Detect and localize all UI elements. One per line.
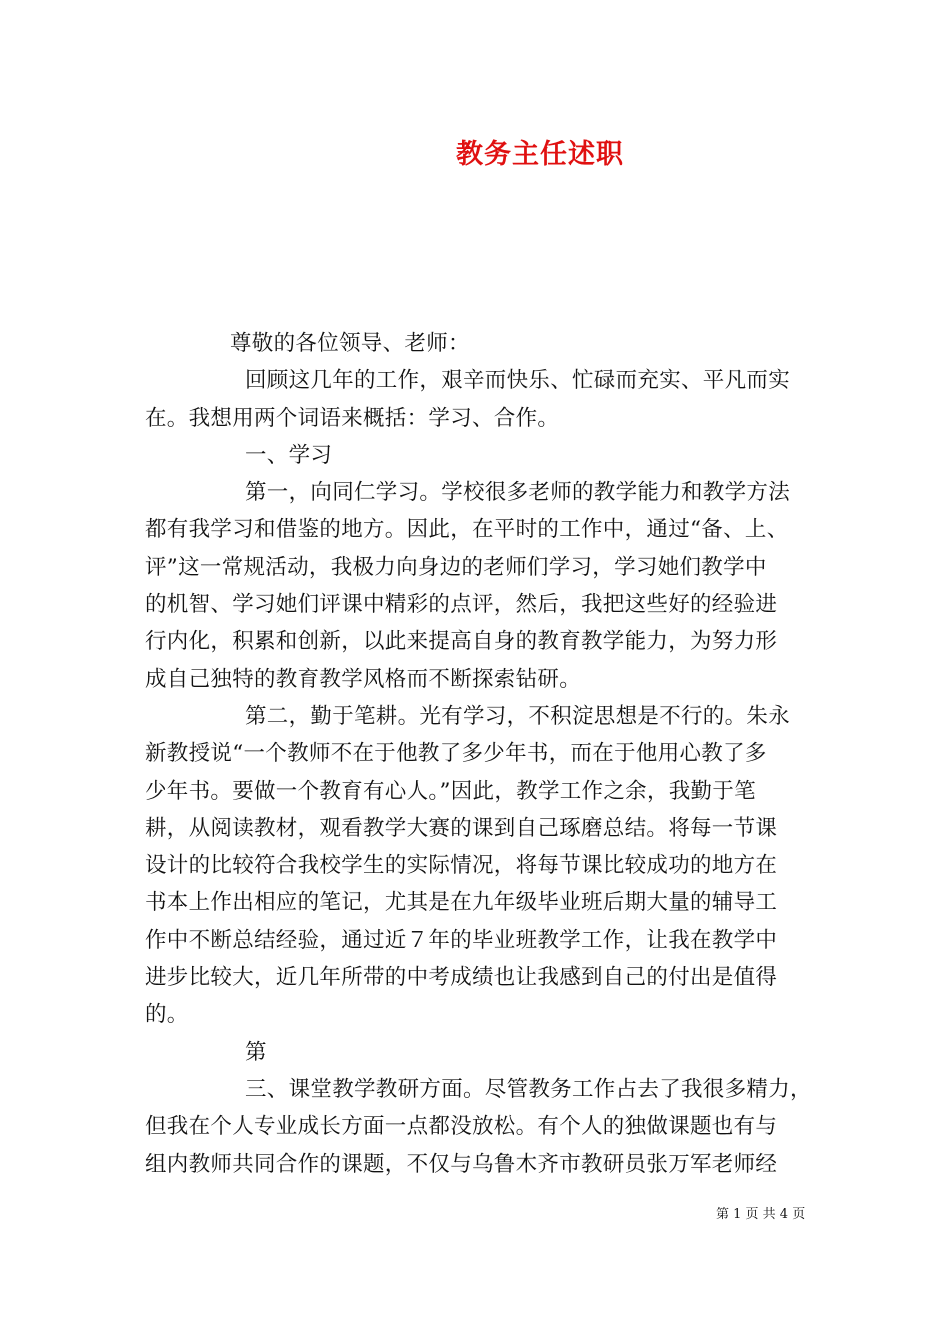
text-line: 耕，从阅读教材，观看教学大赛的课到自己琢磨总结。将每一节课 <box>145 815 778 841</box>
text-line: 的机智、学习她们评课中精彩的点评，然后，我把这些好的经验进 <box>145 592 778 618</box>
text-line: 第 <box>245 1039 267 1065</box>
text-line: 但我在个人专业成长方面一点都没放松。有个人的独做课题也有与 <box>145 1114 778 1140</box>
text-line: 组内教师共同合作的课题，不仅与乌鲁木齐市教研员张万军老师经 <box>145 1151 778 1177</box>
text-line: 在。我想用两个词语来概括：学习、合作。 <box>145 405 560 431</box>
document-title: 教务主任述职 <box>456 139 624 170</box>
document-body <box>145 325 825 1183</box>
text-line: 设计的比较符合我校学生的实际情况，将每节课比较成功的地方在 <box>145 853 778 879</box>
text-line: 作中不断总结经验，通过近７年的毕业班教学工作，让我在教学中 <box>145 927 778 953</box>
text-line: 回顾这几年的工作，艰辛而快乐、忙碌而充实、平凡而实 <box>245 368 791 394</box>
text-line: 第二，勤于笔耕。光有学习，不积淀思想是不行的。朱永 <box>245 703 791 729</box>
text-line: 第一，向同仁学习。学校很多老师的教学能力和教学方法 <box>245 480 791 506</box>
section-heading: 一、学习 <box>245 442 333 468</box>
text-line: 书本上作出相应的笔记，尤其是在九年级毕业班后期大量的辅导工 <box>145 890 778 916</box>
text-line: 尊敬的各位领导、老师： <box>230 331 470 356</box>
text-line: 行内化，积累和创新，以此来提高自身的教育教学能力，为努力形 <box>145 629 778 655</box>
text-line: 都有我学习和借鉴的地方。因此，在平时的工作中，通过“备、上、 <box>145 517 789 543</box>
text-line: 三、课堂教学教研方面。尽管教务工作占去了我很多精力， <box>245 1076 812 1102</box>
text-line: 成自己独特的教育教学风格而不断探索钻研。 <box>145 666 582 692</box>
text-line: 少年书。要做一个教育有心人。”因此，教学工作之余，我勤于笔 <box>145 778 756 804</box>
text-line: 新教授说“一个教师不在于他教了多少年书，而在于他用心教了多 <box>145 741 767 767</box>
text-line: 评”这一常规活动，我极力向身边的老师们学习，学习她们教学中 <box>145 554 767 580</box>
text-line: 进步比较大，近几年所带的中考成绩也让我感到自己的付出是值得 <box>145 965 778 991</box>
page-number: 第 1 页 共 4 页 <box>716 1207 806 1222</box>
text-line: 的。 <box>145 1002 189 1028</box>
